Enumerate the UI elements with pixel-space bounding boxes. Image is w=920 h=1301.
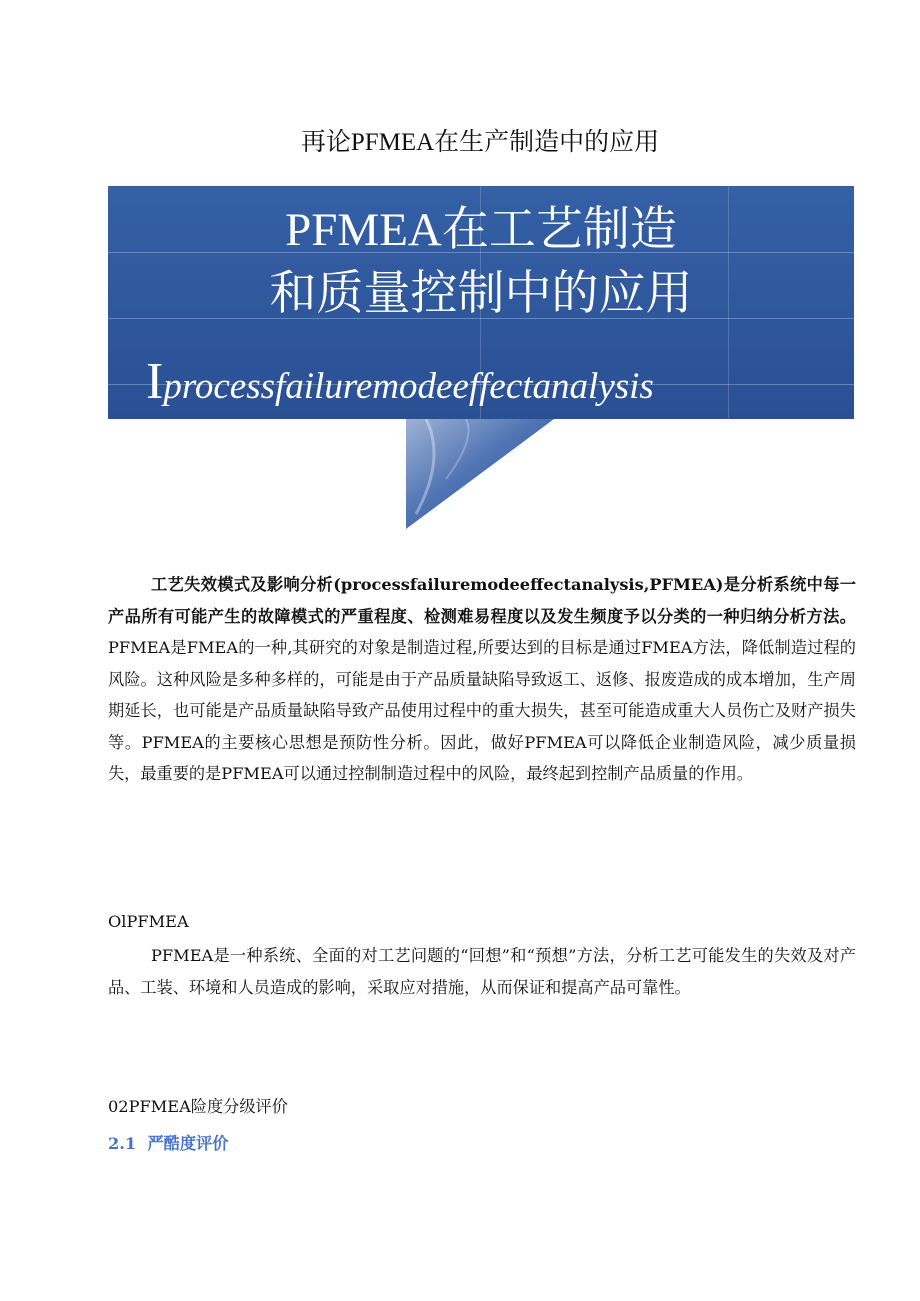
banner-title-line2: 和质量控制中的应用 bbox=[269, 268, 693, 320]
subsection-heading bbox=[108, 1128, 228, 1159]
document-title: 再论PFMEA在生产制造中的应用 bbox=[300, 129, 660, 156]
banner-title-line1: PFMEA在工艺制造 bbox=[285, 204, 677, 256]
subsection-title: 严酷度评价 bbox=[147, 1134, 229, 1153]
intro-paragraph bbox=[108, 569, 856, 790]
intro-body: PFMEA是FMEA的一种,其研究的对象是制造过程,所要达到的目标是通过FMEA方法，降低制造过程的风险。这种风险是多种多样的，可能是由于产品质量缺陷导致返工、返修、报废造成的成本增加，生产周期延长，也可能是产品质量缺陷导致产品使用过程中的重大损失，甚至可能造成重大人员伤亡及财产损失等。PFMEA的主要核心思想是预防性分析。因此，做好PFMEA可以降低企业制造风险，减少质量损失，最重要的是PFMEA可以通过控制制造过程中的风险，最终起到控制产品质量的作用。 bbox=[108, 638, 856, 783]
banner-pointer-graphic bbox=[406, 419, 554, 529]
banner-subtitle-text: processfailuremodeeffectanalysis bbox=[163, 366, 654, 407]
section-heading-02: 02PFMEA险度分级评价 bbox=[108, 1097, 288, 1116]
intro-definition: 工艺失效模式及影响分析(processfailuremodeeffectanalysis,PFMEA)是分析系统中每一产品所有可能产生的故障模式的严重程度、检测难易程度以及发生频度予以分类的一种归纳分析方法。 bbox=[108, 575, 856, 626]
banner-subtitle bbox=[146, 352, 906, 411]
banner-subtitle-initial: I bbox=[146, 353, 164, 410]
section-01-paragraph: PFMEA是一种系统、全面的对工艺问题的“回想”和“预想”方法，分析工艺可能发生的失效及对产品、工装、环境和人员造成的影响，采取应对措施，从而保证和提高产品可靠性。 bbox=[108, 946, 856, 997]
subsection-number: 2.1 bbox=[108, 1134, 137, 1153]
section-heading-01: OlPFMEA bbox=[108, 912, 189, 931]
